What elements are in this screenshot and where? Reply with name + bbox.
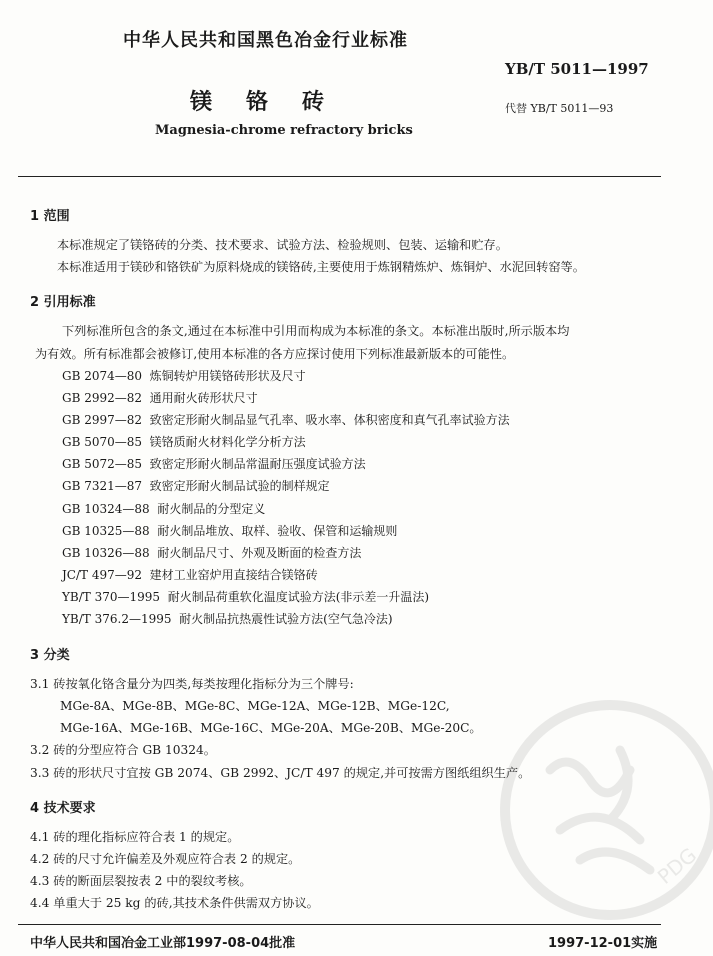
english-title: Magnesia-chrome refractory bricks xyxy=(155,123,413,138)
section-3-item-2: 3.2 砖的分型应符合 GB 10324。 xyxy=(30,743,216,757)
reference-item xyxy=(62,411,510,428)
standard-number: YB/T 5011—1997 xyxy=(505,60,649,78)
reference-item xyxy=(62,544,361,561)
reference-code: GB 2074—80 xyxy=(62,369,143,383)
reference-name: 炼铜转炉用镁铬砖形状及尺寸 xyxy=(149,369,306,383)
reference-name: 耐火制品尺寸、外观及断面的检查方法 xyxy=(157,546,362,560)
section-3-item-1: 3.1 砖按氧化铬含量分为四类,每类按理化指标分为三个牌号: xyxy=(30,677,354,691)
section-2-heading: 2 引用标准 xyxy=(30,295,96,310)
section-1-para-1: 本标准规定了镁铬砖的分类、技术要求、试验方法、检验规则、包装、运输和贮存。 xyxy=(57,238,508,252)
reference-name: 通用耐火砖形状尺寸 xyxy=(149,391,258,405)
section-4-item-1: 4.1 砖的理化指标应符合表 1 的规定。 xyxy=(30,830,240,844)
reference-code: GB 10326—88 xyxy=(62,546,150,560)
reference-item xyxy=(62,389,258,406)
reference-name: 镁铬质耐火材料化学分析方法 xyxy=(149,435,306,449)
section-3-heading: 3 分类 xyxy=(30,648,70,663)
reference-code: GB 5072—85 xyxy=(62,457,143,471)
reference-code: GB 10325—88 xyxy=(62,524,150,538)
issuing-organization: 中华人民共和国黑色冶金行业标准 xyxy=(123,30,408,51)
section-4-item-2: 4.2 砖的尺寸允许偏差及外观应符合表 2 的规定。 xyxy=(30,852,301,866)
seal-ring xyxy=(505,705,713,915)
reference-code: JC/T 497—92 xyxy=(62,568,143,582)
reference-name: 耐火制品的分型定义 xyxy=(157,502,266,516)
section-2-intro-2: 为有效。所有标准都会被修订,使用本标准的各方应探讨使用下列标准最新版本的可能性。 xyxy=(35,347,515,361)
reference-name: 建材工业窑炉用直接结合镁铬砖 xyxy=(149,568,318,582)
reference-item xyxy=(62,477,330,494)
reference-code: GB 10324—88 xyxy=(62,502,150,516)
reference-name: 致密定形耐火制品常温耐压强度试验方法 xyxy=(149,457,366,471)
grade-list-1: MGe-8A、MGe-8B、MGe-8C、MGe-12A、MGe-12B、MGe-12C, xyxy=(60,699,450,713)
replaces-standard: 代替 YB/T 5011—93 xyxy=(505,102,614,115)
watermark-text: PDG xyxy=(652,842,702,889)
approval-line: 中华人民共和国冶金工业部1997-08-04批准 xyxy=(30,936,296,951)
reference-item xyxy=(62,500,265,517)
reference-name: 耐火制品荷重软化温度试验方法(非示差一升温法) xyxy=(167,590,430,604)
reference-item xyxy=(62,522,397,539)
reference-item xyxy=(62,588,429,605)
seal-strokes xyxy=(550,750,650,870)
reference-name: 耐火制品堆放、取样、验收、保管和运输规则 xyxy=(157,524,398,538)
header-divider xyxy=(18,176,661,177)
section-4-item-3: 4.3 砖的断面层裂按表 2 中的裂纹考核。 xyxy=(30,874,252,888)
reference-item xyxy=(62,455,366,472)
reference-item xyxy=(62,566,318,583)
section-4-item-4: 4.4 单重大于 25 kg 的砖,其技术条件供需双方协议。 xyxy=(30,896,319,910)
reference-name: 致密定形耐火制品显气孔率、吸水率、体积密度和真气孔率试验方法 xyxy=(149,413,510,427)
reference-code: YB/T 376.2—1995 xyxy=(62,612,172,626)
reference-name: 致密定形耐火制品试验的制样规定 xyxy=(149,479,330,493)
reference-code: YB/T 370—1995 xyxy=(62,590,161,604)
implementation-date: 1997-12-01实施 xyxy=(548,936,658,951)
reference-item xyxy=(62,367,306,384)
grade-list-2: MGe-16A、MGe-16B、MGe-16C、MGe-20A、MGe-20B、MGe-20C。 xyxy=(60,721,482,735)
section-2-intro-1: 下列标准所包含的条文,通过在本标准中引用而构成为本标准的条文。本标准出版时,所示版本均 xyxy=(62,324,570,338)
reference-item xyxy=(62,610,393,627)
section-1-para-2: 本标准适用于镁砂和铬铁矿为原料烧成的镁铬砖,主要使用于炼钢精炼炉、炼铜炉、水泥回转窑等。 xyxy=(57,260,585,274)
section-1-heading: 1 范围 xyxy=(30,209,70,224)
document-title: 镁铬砖 xyxy=(190,90,359,115)
reference-code: GB 5070—85 xyxy=(62,435,143,449)
reference-code: GB 2992—82 xyxy=(62,391,143,405)
section-3-item-3: 3.3 砖的形状尺寸宜按 GB 2074、GB 2992、JC/T 497 的规定,并可按需方图纸组织生产。 xyxy=(30,766,531,780)
reference-code: GB 2997—82 xyxy=(62,413,143,427)
reference-item xyxy=(62,433,306,450)
watermark-seal xyxy=(490,690,713,930)
reference-name: 耐火制品抗热震性试验方法(空气急冷法) xyxy=(179,612,393,626)
reference-code: GB 7321—87 xyxy=(62,479,143,493)
section-4-heading: 4 技术要求 xyxy=(30,801,96,816)
